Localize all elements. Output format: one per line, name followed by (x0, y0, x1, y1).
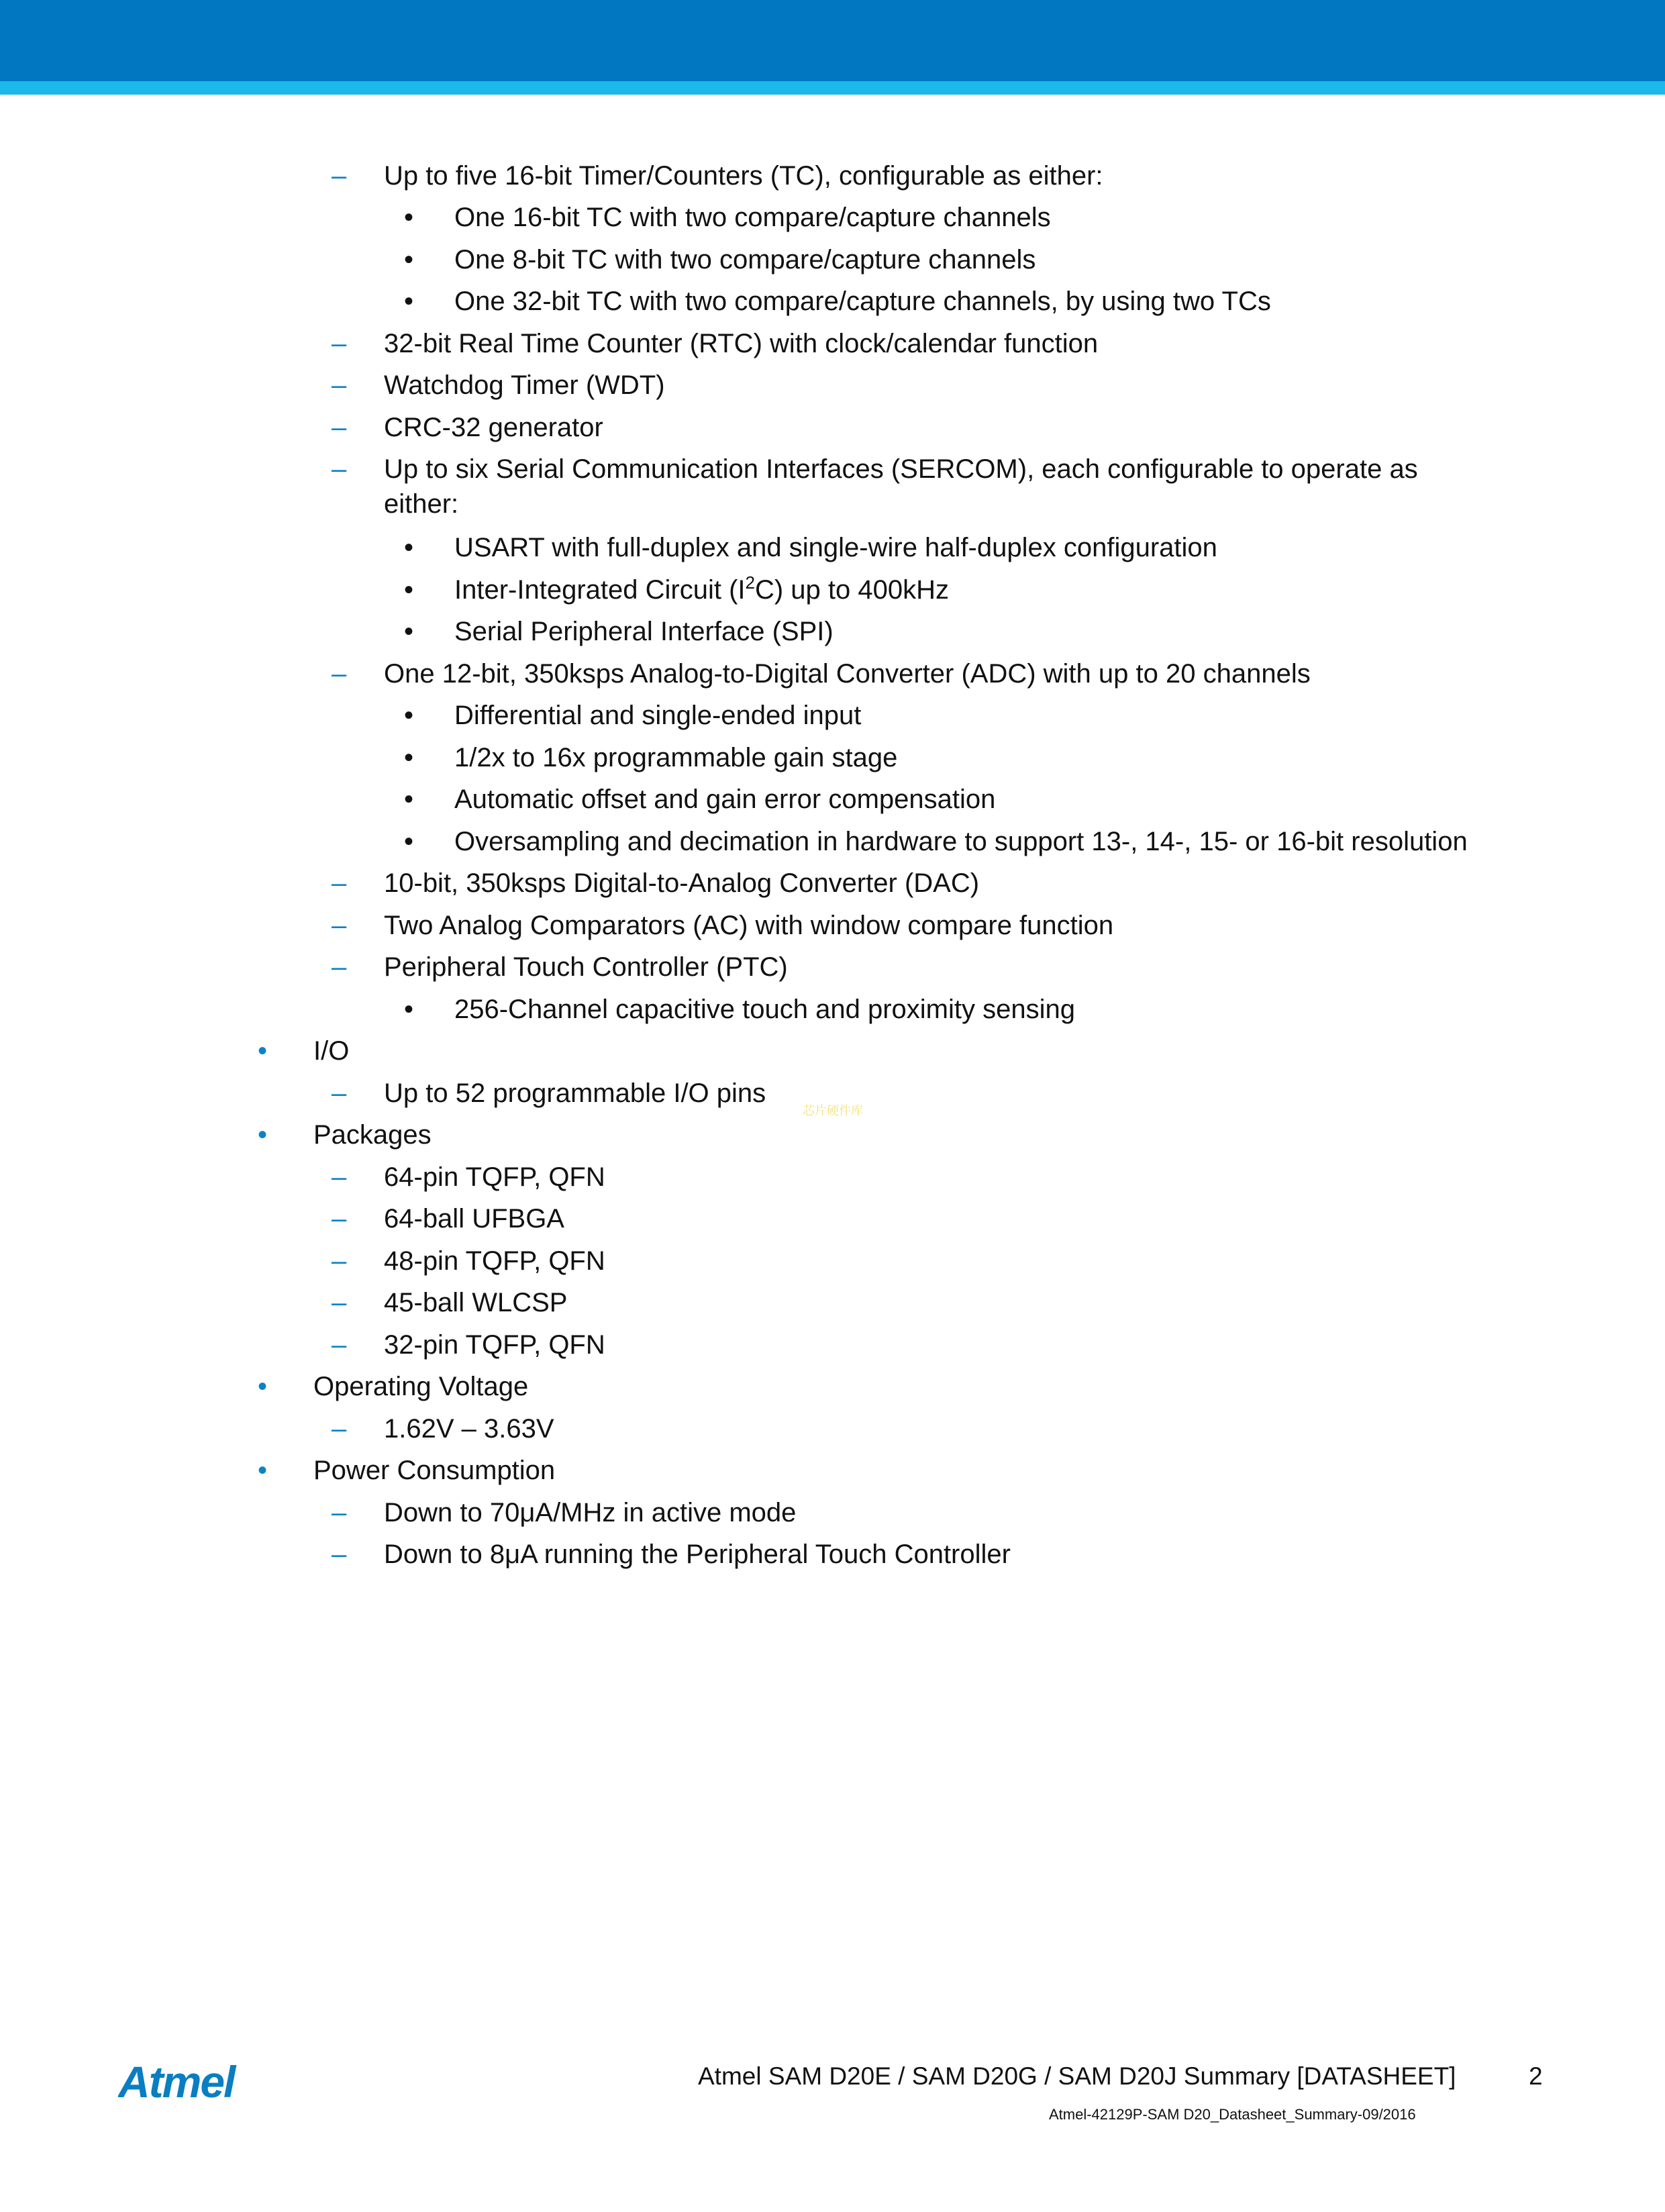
dash-marker: – (332, 868, 347, 898)
dash-marker: – (332, 1498, 347, 1527)
footer-title: Atmel SAM D20E / SAM D20G / SAM D20J Summary [DATASHEET] (698, 2062, 1456, 2090)
dash-marker: – (332, 911, 347, 940)
bullet-marker: • (258, 1456, 268, 1485)
list-item: Down to 70μA/MHz in active mode (384, 1498, 797, 1527)
dash-marker: – (332, 1246, 347, 1276)
list-item: Inter-Integrated Circuit $(I^2C)$ up to 400kHz (454, 572, 949, 605)
list-item: Oversampling and decimation in hardware to support 13-, 14-, 15- or 16-bit resolution (454, 827, 1468, 856)
list-item: USART with full-duplex and single-wire half-duplex configuration (454, 533, 1217, 562)
document-id: Atmel-42129P-SAM D20_Datasheet_Summary-09/2016 (1049, 2106, 1416, 2123)
list-item: 32-pin TQFP, QFN (384, 1330, 605, 1360)
list-item: Peripheral Touch Controller (PTC) (384, 952, 788, 982)
list-item: Down to 8μA running the Peripheral Touch Controller (384, 1540, 1011, 1569)
bullet-marker: • (404, 203, 414, 232)
list-item: Differential and single-ended input (454, 701, 862, 730)
dash-marker: – (332, 1162, 347, 1192)
list-heading: Packages (313, 1120, 432, 1150)
list-item: 64-ball UFBGA (384, 1204, 564, 1234)
bullet-marker: • (258, 1372, 268, 1401)
list-heading: Operating Voltage (313, 1372, 529, 1401)
dash-marker: – (332, 370, 347, 400)
bullet-marker: • (404, 743, 414, 772)
list-item: 1.62V – 3.63V (384, 1414, 554, 1444)
list-item: Up to six Serial Communication Interfaces (SERCOM), each configurable to operate as (384, 454, 1418, 484)
list-item: 256-Channel capacitive touch and proximity sensing (454, 995, 1075, 1024)
dash-marker: – (332, 454, 347, 484)
dash-marker: – (332, 952, 347, 982)
dash-marker: – (332, 413, 347, 442)
list-item: 1/2x to 16x programmable gain stage (454, 743, 898, 772)
dash-marker: – (332, 1204, 347, 1234)
dash-marker: – (332, 329, 347, 358)
list-item: Up to 52 programmable I/O pins (384, 1078, 766, 1108)
bullet-marker: • (404, 785, 414, 814)
page-number: 2 (1529, 2062, 1543, 2090)
list-item: 32-bit Real Time Counter (RTC) with clock/calendar function (384, 329, 1099, 358)
bullet-marker: • (258, 1120, 268, 1150)
list-item: Up to five 16-bit Timer/Counters (TC), configurable as either: (384, 161, 1103, 191)
list-heading: Power Consumption (313, 1456, 556, 1485)
bullet-marker: • (404, 533, 414, 562)
list-heading: I/O (313, 1036, 350, 1066)
list-item: 48-pin TQFP, QFN (384, 1246, 605, 1276)
list-item: 10-bit, 350ksps Digital-to-Analog Converter (DAC) (384, 868, 980, 898)
list-item-continuation: either: (384, 489, 459, 519)
bullet-marker: • (258, 1036, 268, 1066)
list-item: Automatic offset and gain error compensation (454, 785, 996, 814)
dash-marker: – (332, 1078, 347, 1108)
bullet-marker: • (404, 701, 414, 730)
bullet-marker: • (404, 617, 414, 646)
bullet-marker: • (404, 575, 414, 605)
svg-text:Atmel: Atmel (118, 2058, 235, 2105)
header-stripe (0, 81, 1665, 95)
list-item: One 16-bit TC with two compare/capture channels (454, 203, 1051, 232)
dash-marker: – (332, 161, 347, 191)
list-item: 45-ball WLCSP (384, 1288, 568, 1317)
watermark-stamp: 芯片硬件库 (803, 1104, 863, 1117)
list-item: CRC-32 generator (384, 413, 603, 442)
dash-marker: – (332, 1414, 347, 1444)
atmel-logo (118, 2058, 279, 2105)
bullet-marker: • (404, 245, 414, 274)
list-item: One 32-bit TC with two compare/capture channels, by using two TCs (454, 287, 1271, 316)
list-item: 64-pin TQFP, QFN (384, 1162, 605, 1192)
dash-marker: – (332, 659, 347, 689)
dash-marker: – (332, 1540, 347, 1569)
list-item: One 8-bit TC with two compare/capture channels (454, 245, 1036, 274)
list-item: Serial Peripheral Interface (SPI) (454, 617, 834, 646)
bullet-marker: • (404, 287, 414, 316)
list-item: One 12-bit, 350ksps Analog-to-Digital Converter (ADC) with up to 20 channels (384, 659, 1311, 689)
bullet-marker: • (404, 995, 414, 1024)
dash-marker: – (332, 1288, 347, 1317)
bullet-marker: • (404, 827, 414, 856)
dash-marker: – (332, 1330, 347, 1360)
list-item: Two Analog Comparators (AC) with window compare function (384, 911, 1114, 940)
header-bar (0, 0, 1665, 81)
list-item: Watchdog Timer (WDT) (384, 370, 665, 400)
atmel-logo-graphic (118, 2058, 279, 2105)
